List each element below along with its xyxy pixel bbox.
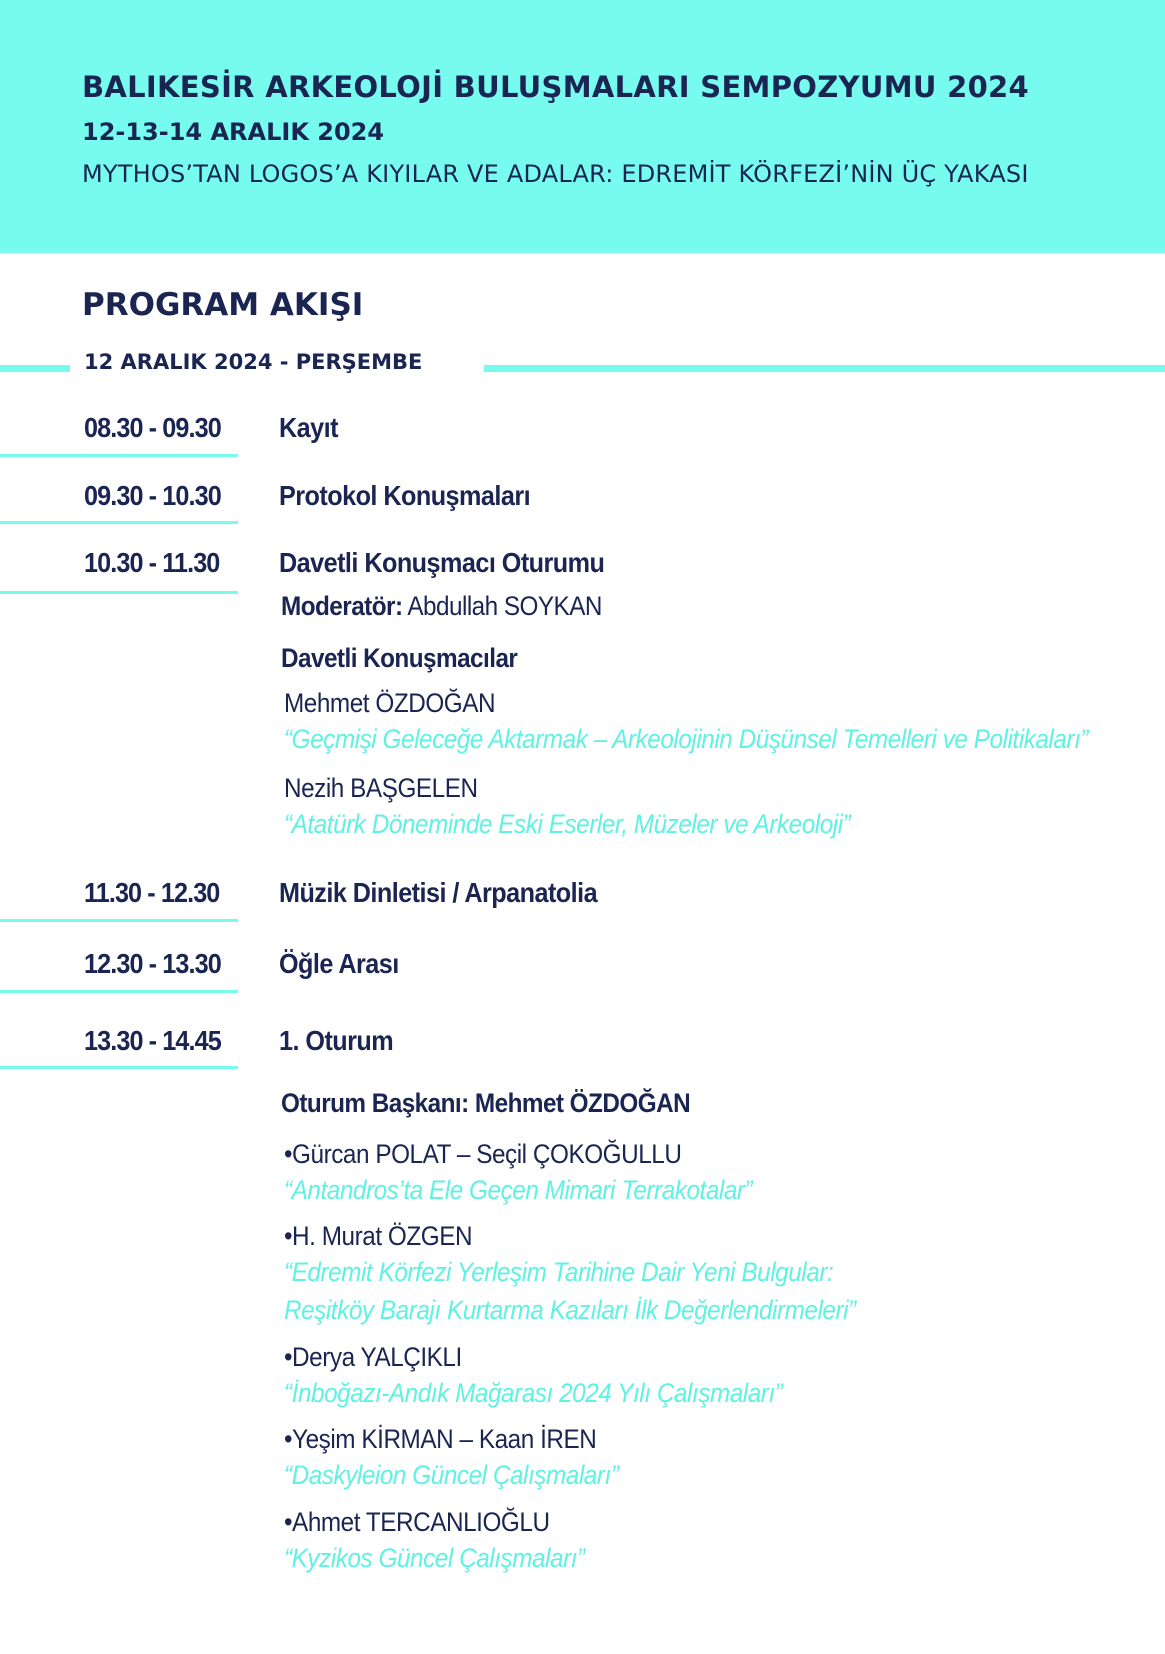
session-time: 10.30 - 11.30: [84, 547, 220, 578]
symposium-subtitle: MYTHOS’TAN LOGOS’A KIYILAR VE ADALAR: EDREMİT KÖRFEZİ’NİN ÜÇ YAKASI: [82, 160, 1029, 188]
speaker-name: •Ahmet TERCANLIOĞLU: [284, 1507, 550, 1537]
session-divider: [0, 454, 238, 457]
session-title: Davetli Konuşmacı Oturumu: [279, 547, 605, 578]
moderator-name: Abdullah SOYKAN: [402, 591, 602, 621]
session-divider: [0, 990, 238, 993]
talk-title: “İnboğazı-Andık Mağarası 2024 Yılı Çalışmaları”: [284, 1378, 783, 1408]
talk-title: “Edremit Körfezi Yerleşim Tarihine Dair Yeni Bulgular:: [284, 1257, 834, 1287]
invited-speakers-label: Davetli Konuşmacılar: [281, 643, 518, 673]
talk-title: “Daskyleion Güncel Çalışmaları”: [284, 1460, 619, 1490]
moderator-label: Moderatör:: [281, 591, 403, 621]
talk-title: “Antandros’ta Ele Geçen Mimari Terrakotalar”: [284, 1175, 753, 1205]
session-divider: [0, 919, 238, 922]
talk-title: “Atatürk Döneminde Eski Eserler, Müzeler ve Arkeoloji”: [284, 809, 851, 839]
session-divider: [0, 591, 238, 594]
speaker-name: Mehmet ÖZDOĞAN: [284, 688, 496, 718]
symposium-dates: 12-13-14 ARALIK 2024: [82, 118, 385, 146]
session-title: 1. Oturum: [279, 1025, 394, 1056]
session-divider: [0, 1066, 238, 1069]
speaker-name: •Gürcan POLAT – Seçil ÇOKOĞULLU: [284, 1139, 682, 1169]
day-divider-right: [484, 365, 1165, 372]
program-title: PROGRAM AKIŞI: [82, 287, 364, 323]
session-chair: Oturum Başkanı: Mehmet ÖZDOĞAN: [281, 1088, 691, 1118]
day-divider-left: [0, 365, 70, 372]
talk-title-continued: Reşitköy Barajı Kurtarma Kazıları İlk Değerlendirmeleri”: [284, 1295, 856, 1325]
session-time: 09.30 - 10.30: [84, 480, 221, 511]
talk-title: “Kyzikos Güncel Çalışmaları”: [284, 1543, 585, 1573]
session-title: Kayıt: [279, 412, 338, 443]
session-title: Öğle Arası: [279, 948, 399, 979]
session-time: 13.30 - 14.45: [84, 1025, 221, 1056]
header-banner: [0, 0, 1165, 253]
session-time: 12.30 - 13.30: [84, 948, 221, 979]
moderator-line: [281, 591, 602, 622]
session-time: 08.30 - 09.30: [84, 412, 221, 443]
symposium-title: BALIKESİR ARKEOLOJİ BULUŞMALARI SEMPOZYUMU 2024: [82, 70, 1030, 104]
speaker-name: •Yeşim KİRMAN – Kaan İREN: [284, 1424, 597, 1454]
speaker-name: •Derya YALÇIKLI: [284, 1342, 462, 1372]
day-label: 12 ARALIK 2024 - PERŞEMBE: [84, 350, 423, 374]
session-divider: [0, 521, 238, 524]
session-time: 11.30 - 12.30: [84, 877, 220, 908]
speaker-name: •H. Murat ÖZGEN: [284, 1221, 473, 1251]
talk-title: “Geçmişi Geleceğe Aktarmak – Arkeolojinin Düşünsel Temelleri ve Politikaları”: [284, 724, 1089, 754]
session-title: Protokol Konuşmaları: [279, 480, 531, 511]
speaker-name: Nezih BAŞGELEN: [284, 773, 478, 803]
session-title: Müzik Dinletisi / Arpanatolia: [279, 877, 598, 908]
